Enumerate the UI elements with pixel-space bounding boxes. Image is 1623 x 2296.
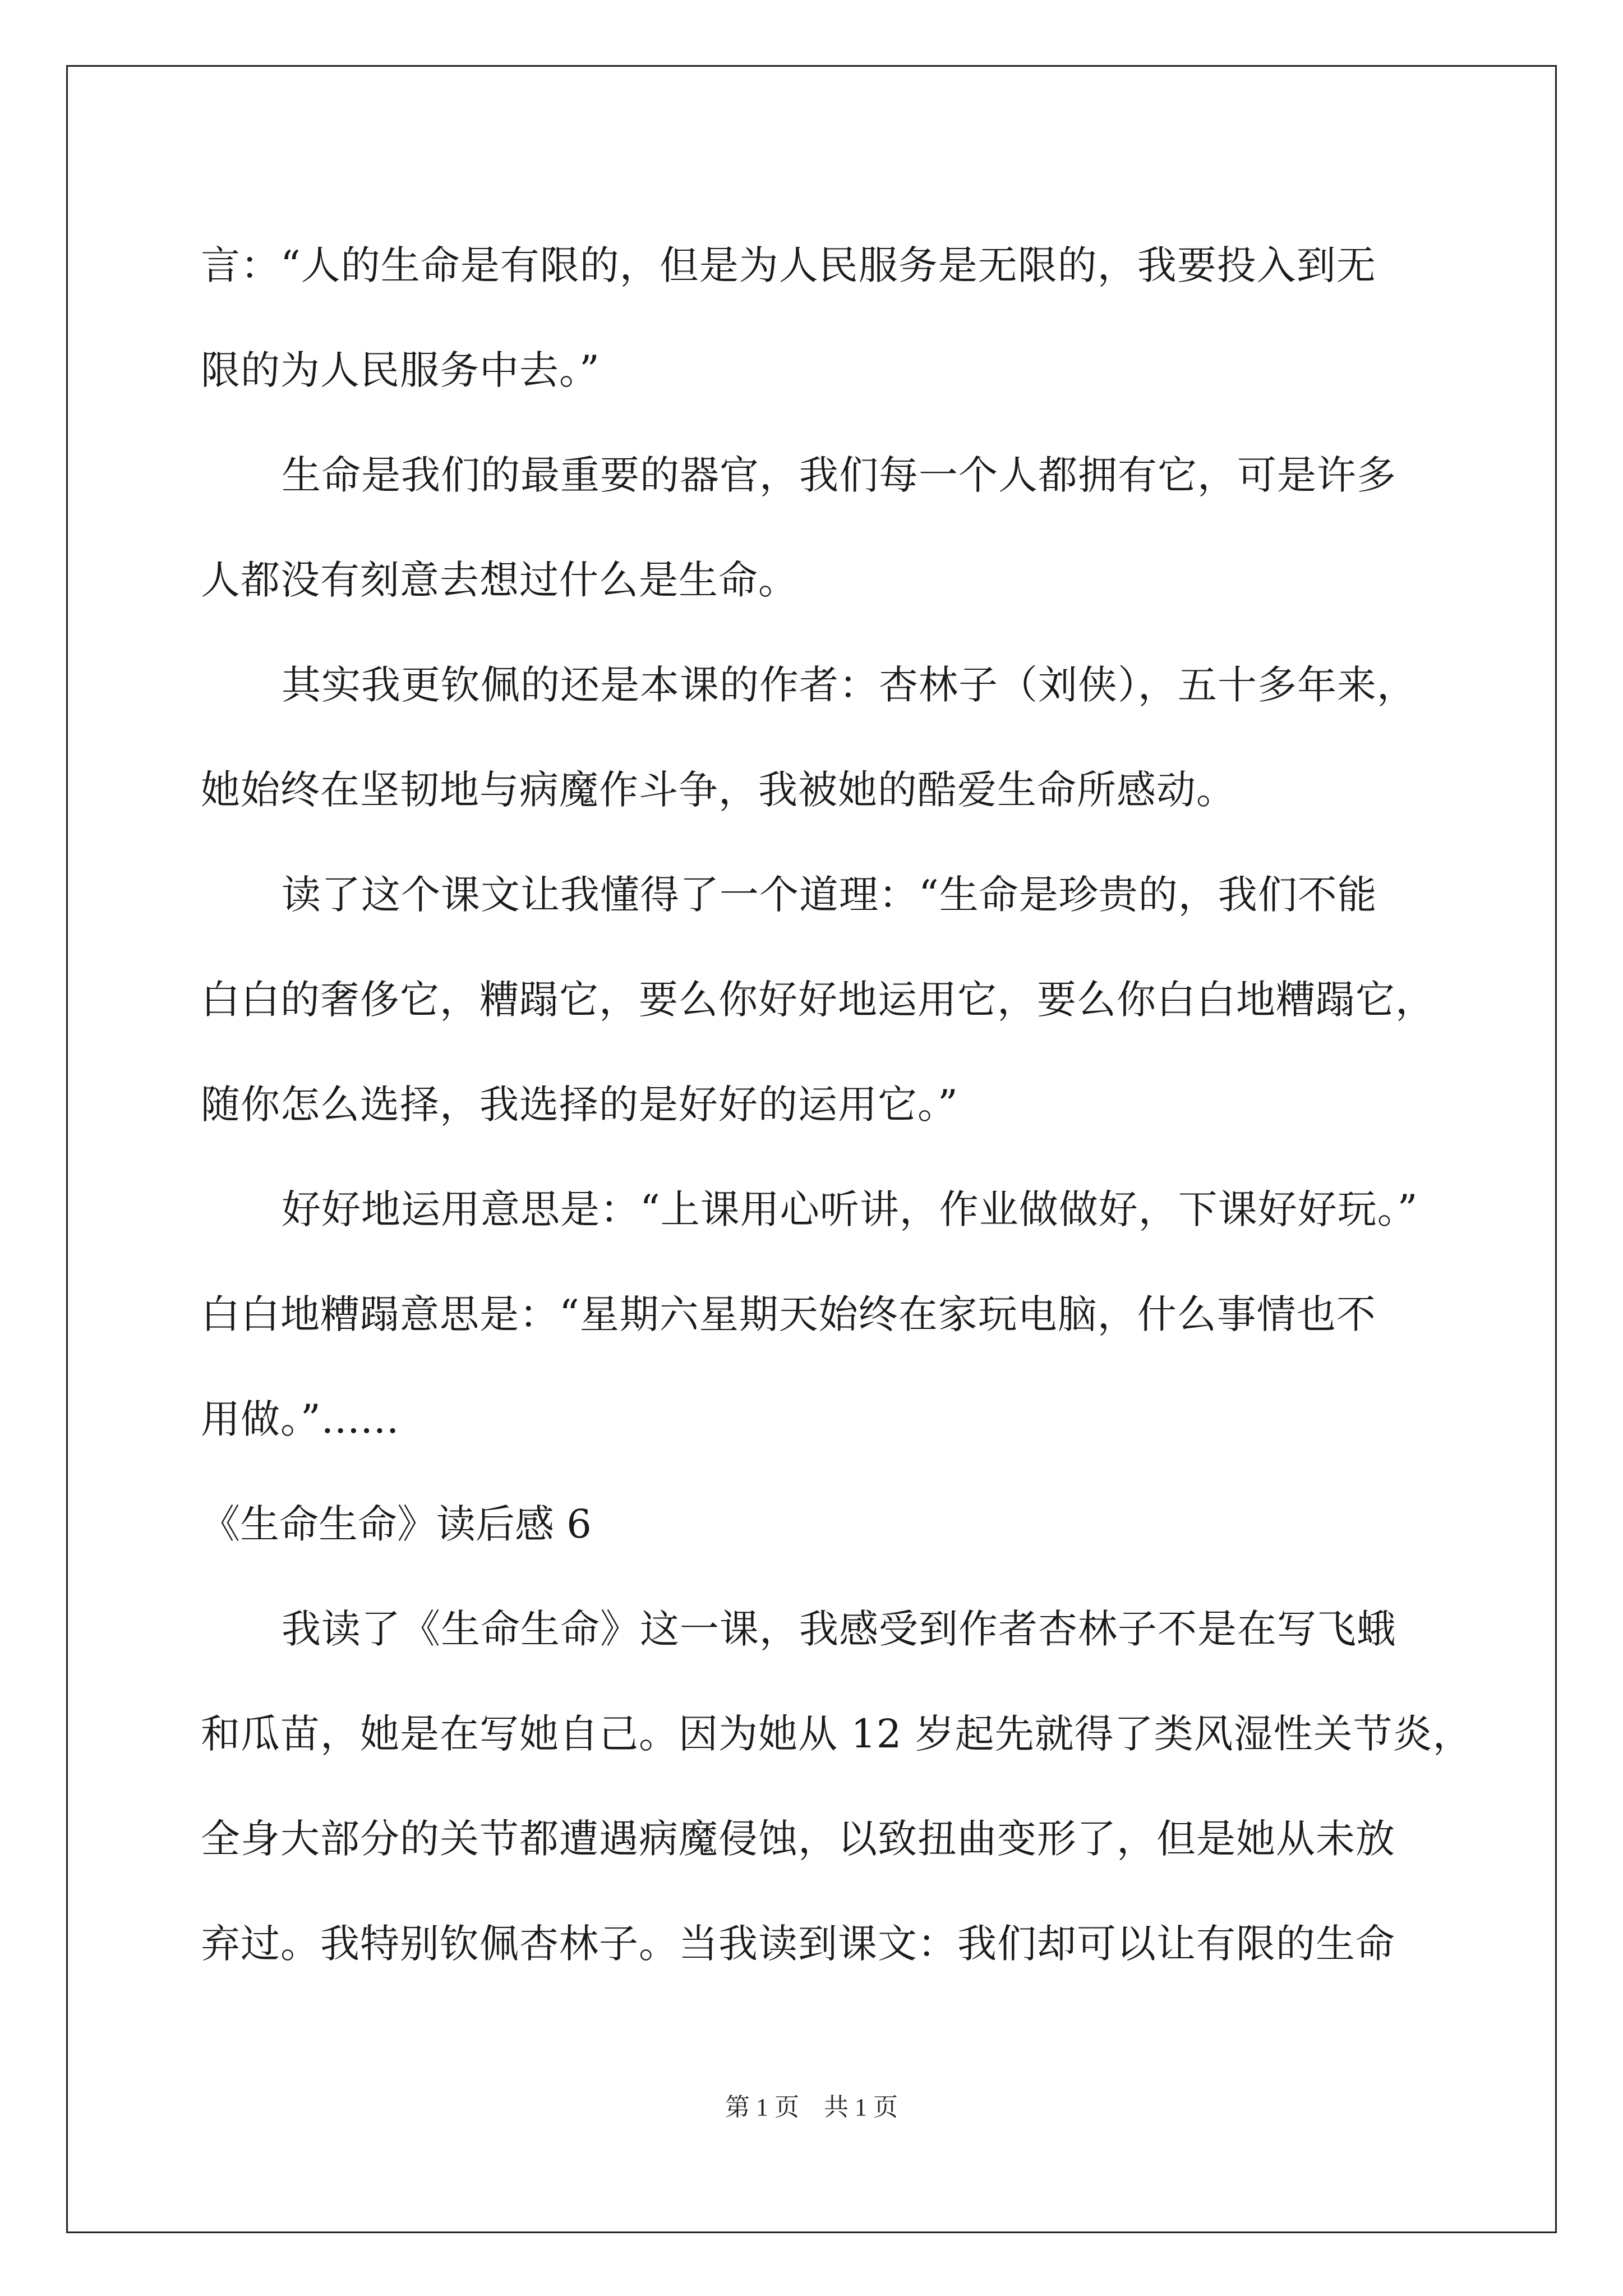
paragraph-line: 我读了《生命生命》这一课，我感受到作者杏林子不是在写飞蛾 [282, 1606, 1396, 1652]
page-number: 第 1 页 [725, 2093, 799, 2121]
paragraph-line: 言：“人的生命是有限的，但是为人民服务是无限的，我要投入到无 [201, 242, 1376, 288]
paragraph-line: 其实我更钦佩的还是本课的作者：杏林子（刘侠），五十多年来， [282, 662, 1417, 708]
paragraph-line: 全身大部分的关节都遭遇病魔侵蚀，以致扭曲变形了，但是她从未放 [201, 1816, 1395, 1862]
paragraph-line: 她始终在坚韧地与病魔作斗争，我被她的酷爱生命所感动。 [201, 767, 1236, 813]
paragraph-line: 读了这个课文让我懂得了一个道理：“生命是珍贵的，我们不能 [282, 872, 1377, 918]
section-heading: 《生命生命》读后感 6 [201, 1501, 592, 1547]
paragraph-line: 用做。”...... [201, 1396, 400, 1442]
page-footer [0, 2087, 1623, 2123]
paragraph-line: 好好地运用意思是：“上课用心听讲，作业做做好，下课好好玩。” [282, 1186, 1418, 1232]
paragraph-line: 白白的奢侈它，糟蹋它，要么你好好地运用它，要么你白白地糟蹋它， [201, 977, 1435, 1023]
paragraph-line: 白白地糟蹋意思是：“星期六星期天始终在家玩电脑，什么事情也不 [201, 1291, 1376, 1337]
paragraph-line: 限的为人民服务中去。” [201, 347, 600, 393]
paragraph-line: 随你怎么选择，我选择的是好好的运用它。” [201, 1082, 958, 1128]
document-body [201, 213, 1473, 1996]
paragraph-line: 生命是我们的最重要的器官，我们每一个人都拥有它，可是许多 [282, 452, 1396, 498]
paragraph-line: 弃过。我特别钦佩杏林子。当我读到课文：我们却可以让有限的生命 [201, 1921, 1395, 1967]
page-total: 共 1 页 [824, 2093, 898, 2121]
paragraph-line: 和瓜苗，她是在写她自己。因为她从 12 岁起先就得了类风湿性关节炎， [201, 1711, 1473, 1757]
paragraph-line: 人都没有刻意去想过什么是生命。 [201, 557, 798, 603]
